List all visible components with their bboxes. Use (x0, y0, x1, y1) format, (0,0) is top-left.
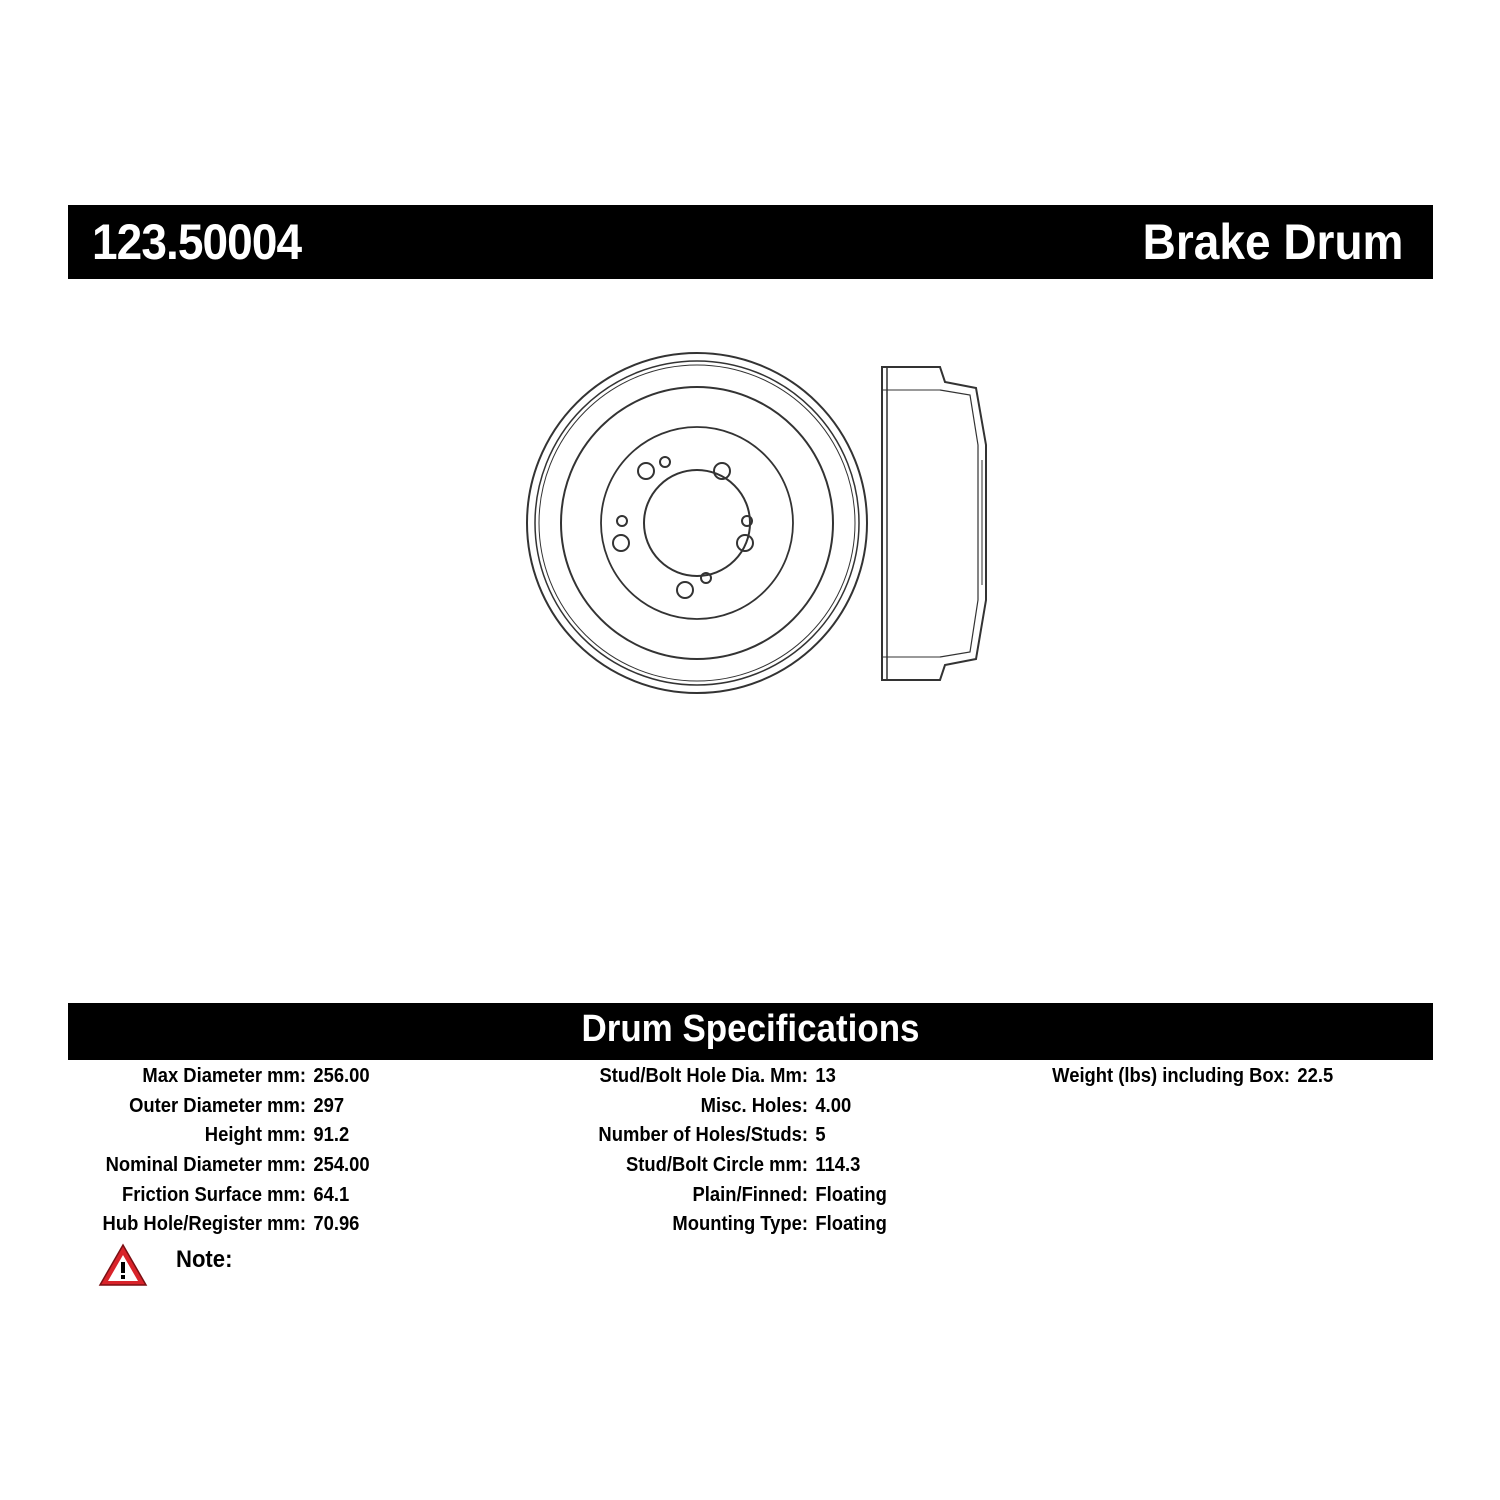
spec-column-weight (0, 1065, 1400, 1095)
spec-value: Floating (815, 1213, 887, 1236)
spec-row-mounting-type (65, 1213, 948, 1243)
warning-icon (98, 1243, 148, 1287)
product-type: Brake Drum (1142, 214, 1403, 270)
spec-label: Outer Diameter mm: (129, 1094, 306, 1117)
misc-hole (617, 516, 627, 526)
spec-value: 13 (815, 1065, 836, 1087)
stud-hole (677, 582, 693, 598)
misc-hole (660, 457, 670, 467)
part-number: 123.50004 (92, 214, 302, 270)
spec-label: Stud/Bolt Circle mm: (626, 1154, 808, 1177)
spec-value: Floating (815, 1183, 887, 1206)
stud-hole (638, 463, 654, 479)
drum-front-view (527, 353, 867, 693)
spec-value: 114.3 (815, 1154, 861, 1177)
spec-label: Hub Hole/Register mm: (102, 1213, 307, 1236)
spec-label: Friction Surface mm: (121, 1183, 307, 1206)
note (98, 1243, 233, 1292)
spec-label: Number of Holes/Studs: (598, 1124, 808, 1147)
spec-value: 254.00 (313, 1154, 370, 1177)
spec-row-plain-finned (65, 1184, 948, 1214)
spec-value: 70.96 (313, 1213, 360, 1236)
spec-label: Plain/Finned: (692, 1183, 808, 1206)
spec-row-weight (103, 1065, 1391, 1095)
spec-bar (68, 1003, 1433, 1060)
spec-row-bolt-circle (65, 1154, 948, 1184)
spec-value: 91.2 (313, 1124, 350, 1147)
stud-hole (613, 535, 629, 551)
spec-value: 256.00 (313, 1065, 370, 1087)
spec-label: Mounting Type: (672, 1213, 808, 1236)
spec-label: Max Diameter mm: (142, 1065, 306, 1087)
spec-title: Drum Specifications (581, 1008, 920, 1050)
spec-label: Misc. Holes: (700, 1094, 808, 1117)
spec-value: 5 (815, 1124, 826, 1147)
spec-value: 4.00 (815, 1094, 852, 1117)
spec-label: Height mm: (204, 1124, 306, 1147)
spec-label: Stud/Bolt Hole Dia. Mm: (599, 1065, 808, 1087)
spec-label: Weight (lbs) including Box: (1052, 1065, 1290, 1087)
spec-row-number-of-holes (65, 1124, 948, 1154)
spec-value: 22.5 (1297, 1065, 1334, 1087)
spec-value: 64.1 (313, 1183, 350, 1206)
spec-row-misc-holes (65, 1095, 948, 1125)
drum-side-view (882, 367, 986, 680)
spec-value: 297 (313, 1094, 345, 1117)
note-label: Note: (176, 1246, 233, 1273)
spec-label: Nominal Diameter mm: (105, 1154, 306, 1177)
